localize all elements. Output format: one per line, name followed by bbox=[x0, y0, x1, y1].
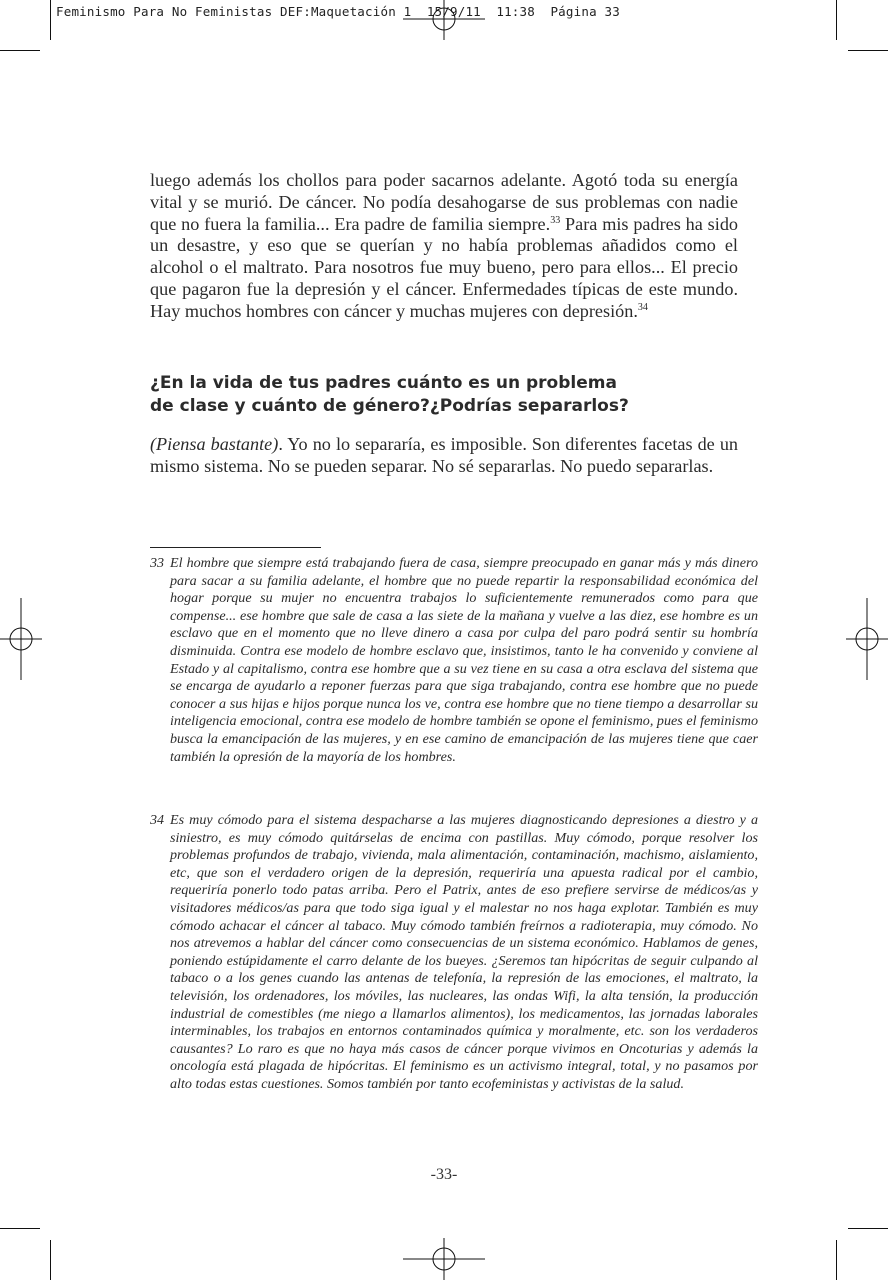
footnote-reference: 33 bbox=[550, 214, 561, 226]
crop-mark bbox=[50, 0, 51, 40]
footnote-text: El hombre que siempre está trabajando fuera de casa, siempre preocupado en ganar más y más dinero para sacar a su familia adelante, el hombre que no puede repartir la responsabilidad económica del hogar porque su mujer no encuentra trabajos lo suficientemente remunerados como para que compense... ese hombre que sale de casa a las siete de la mañana y vuelve a las diez, ese hombre es un esclavo que en el momento que no lleve dinero a casa por culpa del paro podrá sentir su hombría disminuida. Contra ese modelo de hombre esclavo que, insistimos, tanto le ha convenido y conviene al Estado y al capitalismo, contra ese hombre que a su vez tiene en su casa a otra esclava del sistema que se encarga de ayudarlo a reponer fuerzas para que siga trabajando, contra ese hombre que no puede conocer a sus hijas e hijos porque nunca los ve, contra ese hombre que no tiene tiempo a desarrollar su inteligencia emocional, contra ese modelo de hombre también se opone el feminismo, pues el feminismo busca la emancipación de las mujeres, y en ese camino de emancipación de las mujeres tiene que caer también la opresión de la mayoría de los hombres. bbox=[170, 555, 758, 765]
footnote-text: Es muy cómodo para el sistema despacharse a las mujeres diagnosticando depresiones a diestro y a siniestro, es muy cómodo quitárselas de encima con pastillas. Muy cómodo, porque resolver los problemas profundos de trabajo, vivienda, mala alimentación, contaminación, machismo, aislamiento, etc, que son el verdadero origen de la depresión, requeriría una apuesta radical por el cambio, requeriría ponerlo todo patas arriba. Pero el Patrix, antes de eso prefiere servirse de médicos/as y visitadores médicos/as para que todo siga igual y el malestar no nos haga explotar. También es muy cómodo achacar el cáncer al tabaco. Muy cómodo también freírnos a radioterapia, muy cómodo. No nos atrevemos a hablar del cáncer como consecuencias de un sistema económico. Hablamos de genes, poniendo estúpidamente el carro delante de los bueyes. ¿Seremos tan hipócritas de seguir culpando al tabaco o a los genes cuando las antenas de telefonía, la represión de las emociones, el maltrato, la televisión, los ordenadores, los móviles, las nucleares, las ondas Wifi, la alta tensión, la producción industrial de comestibles (me niego a llamarlos alimentos), los medicamentos, las jornadas laborales interminables, los trabajos en entornos contaminados química y moralmente, etc. son los verdaderos causantes? Lo raro es que no haya más casos de cáncer porque vivimos en Oncoturias y además la oncología está plagada de hipócritas. El feminismo es un activismo integral, total, y no pasamos por alto todas estas cuestiones. Somos también por tanto ecofeministas y activistas de la salud. bbox=[170, 812, 758, 1092]
crop-mark bbox=[0, 1228, 40, 1229]
interview-question-heading bbox=[150, 372, 750, 418]
stage-direction: (Piensa bastante) bbox=[150, 434, 279, 454]
footnote-number: 34 bbox=[150, 812, 165, 828]
crop-mark bbox=[848, 50, 888, 51]
body-text: luego además los chollos para poder sacarnos adelante. Agotó toda su energía vital y se murió. De cáncer. No podía desahogarse de sus problemas con nadie que no fuera la familia... Era padre de familia siempre. bbox=[150, 170, 738, 234]
answer-paragraph bbox=[150, 434, 738, 478]
crop-mark bbox=[50, 1240, 51, 1280]
registration-mark-icon bbox=[403, 1238, 485, 1280]
registration-mark-icon bbox=[403, 0, 485, 40]
footnote-separator bbox=[150, 547, 321, 548]
body-paragraph bbox=[150, 170, 738, 323]
body-text: Para mis padres ha sido un desastre, y eso que se querían y no había problemas añadidos como el alcohol o el maltrato. Para nosotros fue muy bueno, pero para ellos... El precio que pagaron fue la depresión y el cáncer. Enfermedades típicas de este mundo. Hay muchos hombres con cáncer y muchas mujeres con depresión. bbox=[150, 213, 739, 321]
footnote-number: 33 bbox=[150, 555, 165, 571]
crop-mark bbox=[836, 1240, 837, 1280]
page-number: -33- bbox=[430, 1166, 458, 1183]
crop-mark bbox=[836, 0, 837, 40]
body-section bbox=[150, 170, 738, 323]
heading-line: de clase y cuánto de género?¿Podrías separarlos? bbox=[150, 396, 629, 416]
printer-slug-line: Feminismo Para No Feministas DEF:Maquetación 1 15/9/11 11:38 Página 33 bbox=[56, 4, 620, 19]
footnote-reference: 34 bbox=[637, 301, 648, 313]
crop-mark bbox=[848, 1228, 888, 1229]
footnote-33 bbox=[150, 555, 758, 766]
footnote-34 bbox=[150, 812, 758, 1094]
registration-mark-icon bbox=[846, 598, 888, 680]
answer-section bbox=[150, 434, 738, 478]
crop-mark bbox=[0, 50, 40, 51]
registration-mark-icon bbox=[0, 598, 42, 680]
heading-line: ¿En la vida de tus padres cuánto es un problema bbox=[150, 373, 617, 393]
answer-text: . Yo no lo separaría, es imposible. Son diferentes facetas de un mismo sistema. No se pueden separar. No sé separarlas. No puedo separarlas. bbox=[150, 434, 739, 476]
